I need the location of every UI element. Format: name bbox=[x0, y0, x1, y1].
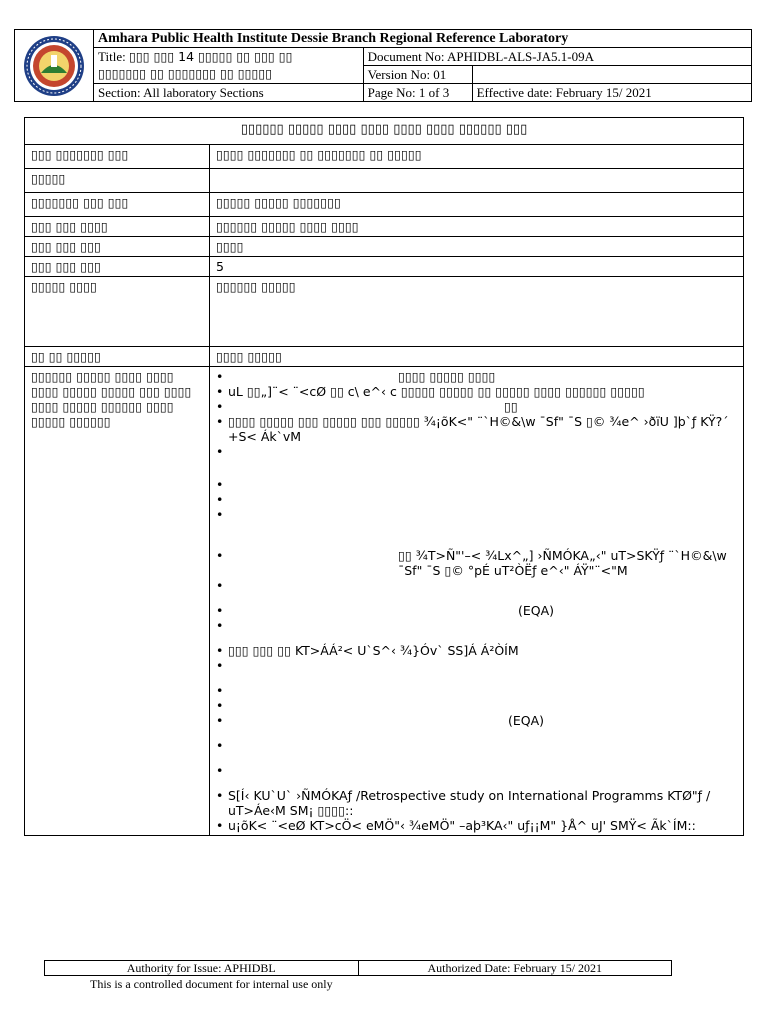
list-item bbox=[216, 507, 737, 522]
list-item: • ▯▯▯ ▯▯▯ ▯▯ KT>ÁÁ²< U`S^‹ ¾}Óv` SS]Á Á²ÒÍM bbox=[216, 643, 737, 658]
authorized-date: Authorized Date: February 15/ 2021 bbox=[358, 961, 672, 976]
list-item bbox=[216, 578, 737, 593]
list-item: • S[Í‹ KU`U` ›ÑMÓKAƒ /Retrospective study on International Programms KTØ"ƒ / uT>Áe‹M SM¡ ▯▯▯▯:: bbox=[216, 788, 737, 818]
procedure-steps bbox=[210, 367, 744, 836]
row-value: ▯▯▯▯ bbox=[210, 237, 744, 257]
row-value: ▯▯▯▯▯▯ ▯▯▯▯▯ bbox=[210, 277, 744, 347]
row-value: ▯▯▯▯▯▯ ▯▯▯▯▯ ▯▯▯▯ ▯▯▯▯ bbox=[210, 217, 744, 237]
section: Section: All laboratory Sections bbox=[94, 84, 364, 102]
logo-cell bbox=[15, 30, 94, 102]
row-value: ▯▯▯▯ ▯▯▯▯▯▯▯ ▯▯ ▯▯▯▯▯▯▯ ▯▯ ▯▯▯▯▯ bbox=[210, 145, 744, 169]
list-item bbox=[216, 658, 737, 673]
list-item bbox=[216, 698, 737, 713]
row-label: ▯▯ ▯▯ ▯▯▯▯▯ bbox=[25, 347, 210, 367]
row-label: ▯▯▯▯▯ bbox=[25, 169, 210, 193]
title-line-2: ▯▯▯▯▯▯▯ ▯▯ ▯▯▯▯▯▯▯ ▯▯ ▯▯▯▯▯ bbox=[98, 66, 273, 81]
document-footer bbox=[44, 960, 672, 976]
table-title: ▯▯▯▯▯▯ ▯▯▯▯▯ ▯▯▯▯ ▯▯▯▯ ▯▯▯▯ ▯▯▯▯ ▯▯▯▯▯▯ ▯▯▯ bbox=[25, 118, 744, 145]
list-item bbox=[216, 492, 737, 507]
row-value bbox=[210, 169, 744, 193]
list-item bbox=[216, 477, 737, 492]
row-value: ▯▯▯▯ ▯▯▯▯▯ bbox=[210, 347, 744, 367]
title-line-1: ▯▯▯ ▯▯▯ 14 ▯▯▯▯▯ ▯▯ ▯▯▯ ▯▯ bbox=[128, 49, 293, 64]
org-name: Amhara Public Health Institute Dessie Branch Regional Reference Laboratory bbox=[94, 30, 752, 48]
controlled-document-note: This is a controlled document for internal use only bbox=[90, 977, 333, 991]
page-date-cell bbox=[363, 84, 751, 102]
list-item: • uL ▯▯„]¨< ¨<cØ ▯▯ c\ e^‹ c ▯▯▯▯▯ ▯▯▯▯▯ ▯▯ ▯▯▯▯▯ ▯▯▯▯ ▯▯▯▯▯▯ ▯▯▯▯▯ bbox=[216, 384, 737, 399]
list-item: • u¡õK< ¨<eØ KT>cÖ< eMÖ"‹ ¾eMÖ" –aþ³KA‹" uƒ¡¡M" }Å^ uJ' SMŸ< Ãk`ÍM:: bbox=[216, 818, 737, 833]
row-label: ▯▯▯ ▯▯▯ ▯▯▯ bbox=[25, 237, 210, 257]
row-label: ▯▯▯ ▯▯▯▯▯▯▯ ▯▯▯ bbox=[25, 145, 210, 169]
version-blank bbox=[472, 66, 751, 83]
list-item bbox=[216, 763, 737, 778]
list-item bbox=[216, 444, 737, 459]
list-item: • ▯▯▯▯ ▯▯▯▯▯ ▯▯▯▯ bbox=[216, 369, 737, 384]
row-label: ▯▯▯▯▯▯▯ ▯▯▯ ▯▯▯ bbox=[25, 193, 210, 217]
list-item: • ▯▯▯▯ ▯▯▯▯▯ ▯▯▯ ▯▯▯▯▯ ▯▯▯ ▯▯▯▯▯ ¾¡õK<" ¨`H©&\w ¯Sf" ¯S ▯© ¾e^ ›ðïU ]þ`ƒ KŸ?´ +S< Ák`vM bbox=[216, 414, 737, 444]
document-header bbox=[14, 29, 752, 102]
procedure-table bbox=[24, 117, 744, 836]
row-label: ▯▯▯ ▯▯▯ ▯▯▯▯ bbox=[25, 217, 210, 237]
row-value: ▯▯▯▯▯ ▯▯▯▯▯ ▯▯▯▯▯▯▯ bbox=[210, 193, 744, 217]
page-number: Page No: 1 of 3 bbox=[364, 84, 473, 101]
row-value: 5 bbox=[210, 257, 744, 277]
row-label: ▯▯▯ ▯▯▯ ▯▯▯ bbox=[25, 257, 210, 277]
procedure-list bbox=[216, 369, 737, 833]
version-cell bbox=[363, 66, 751, 84]
list-item: • ▯▯ ¾T>Ñ"'–< ¾Lx^„] ›ÑMÓKA„‹" uT>SKŸƒ ¨`H©&\w ¯Sf" ¯S ▯© °pÉ uT²ÒËƒ e^‹" ÁŸ"¨<"M bbox=[216, 548, 737, 578]
list-item: • (EQA) bbox=[216, 603, 737, 618]
effective-date: Effective date: February 15/ 2021 bbox=[476, 85, 652, 100]
list-item bbox=[216, 683, 737, 698]
institute-seal-icon bbox=[23, 35, 85, 97]
list-item: • ▯▯ bbox=[216, 399, 737, 414]
procedure-label: ▯▯▯▯▯▯ ▯▯▯▯▯ ▯▯▯▯ ▯▯▯▯ ▯▯▯▯ ▯▯▯▯▯ ▯▯▯▯▯ ▯▯▯ ▯▯▯▯ ▯▯▯▯ ▯▯▯▯▯ ▯▯▯▯▯▯ ▯▯▯▯ ▯▯▯▯▯ ▯▯▯▯▯▯ bbox=[25, 367, 210, 836]
list-item: • (EQA) bbox=[216, 713, 737, 728]
list-item bbox=[216, 618, 737, 633]
title-label: Title: bbox=[98, 49, 126, 64]
row-label: ▯▯▯▯▯ ▯▯▯▯ bbox=[25, 277, 210, 347]
version-number: Version No: 01 bbox=[364, 66, 473, 83]
document-number: Document No: APHIDBL-ALS-JA5.1-09A bbox=[363, 48, 751, 66]
doc-title bbox=[94, 48, 364, 84]
list-item bbox=[216, 738, 737, 753]
authority-for-issue: Authority for Issue: APHIDBL bbox=[45, 961, 359, 976]
